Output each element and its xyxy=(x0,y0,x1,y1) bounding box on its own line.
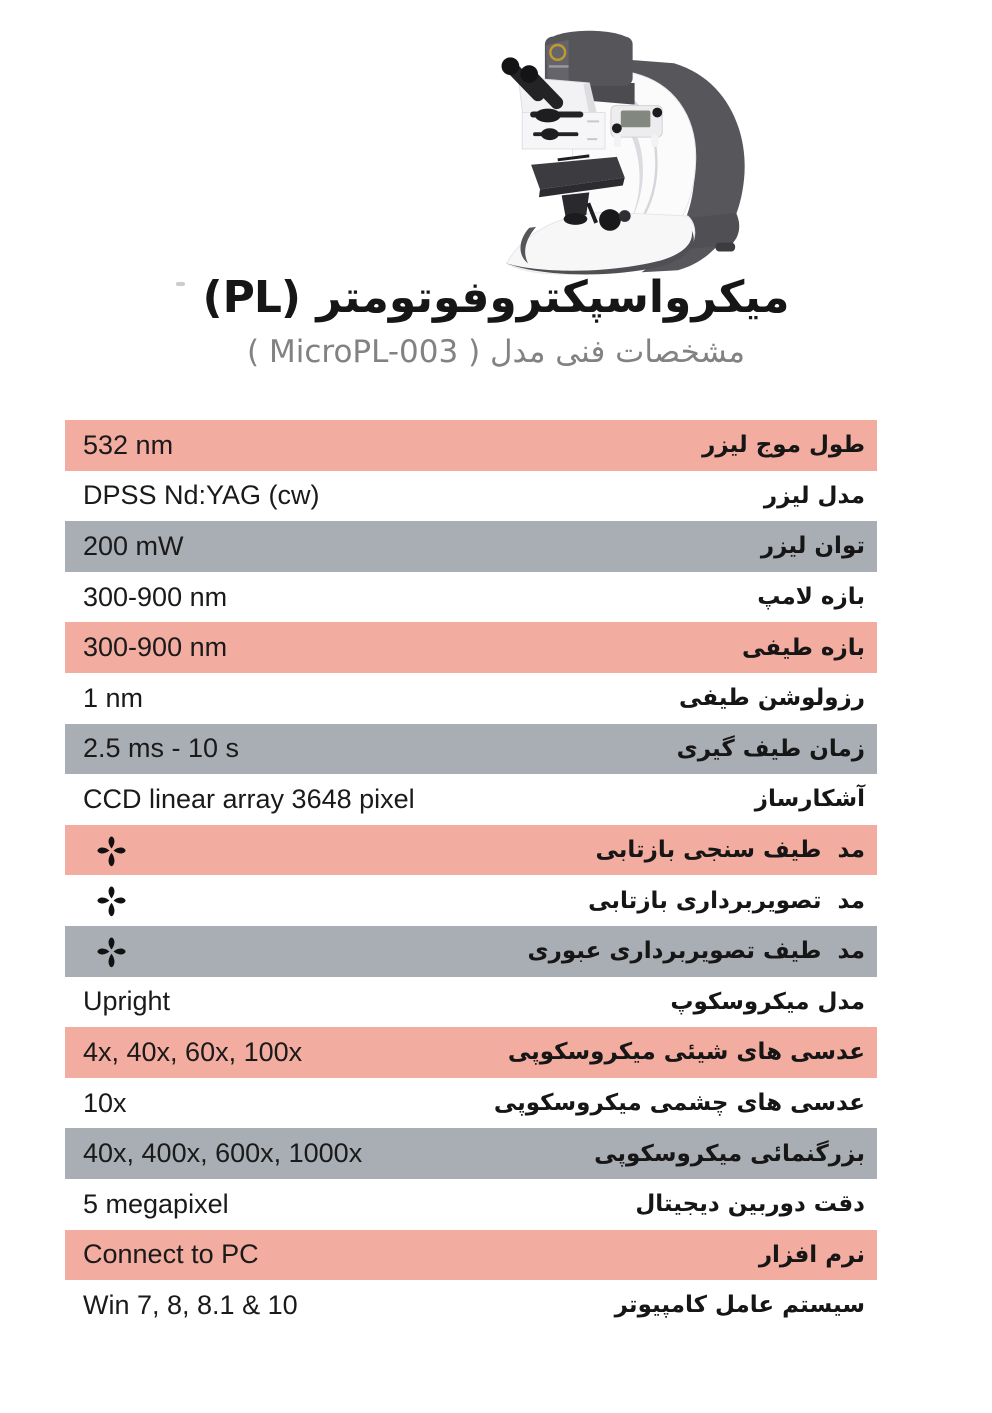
spec-value: 40x, 400x, 600x, 1000x xyxy=(83,1138,363,1169)
page-subtitle: مشخصات فنی مدل ( MicroPL-003 ) xyxy=(247,334,745,370)
spec-value: 300-900 nm xyxy=(83,632,228,663)
spec-label: بزرگنمائی میکروسکوپی xyxy=(594,1140,865,1167)
spec-row-9 xyxy=(65,875,877,926)
spec-value: 300-900 nm xyxy=(83,581,228,612)
microscope-product-image xyxy=(438,10,776,286)
spec-row-15 xyxy=(65,1179,877,1230)
spec-row-13 xyxy=(65,1078,877,1129)
spec-row-2 xyxy=(65,521,877,572)
spec-value xyxy=(65,834,128,867)
spec-row-3 xyxy=(65,572,877,623)
microscope-illustration xyxy=(438,10,776,286)
spec-label: طول موج لیزر xyxy=(702,432,865,459)
spec-value: Upright xyxy=(83,986,171,1017)
spec-label: عدسی های چشمی میکروسکوپی xyxy=(493,1090,865,1117)
four-petal-asterisk-icon xyxy=(95,884,128,917)
spec-label: مد طیف سنجی بازتابی xyxy=(595,837,865,864)
spec-value: 5 megapixel xyxy=(83,1188,229,1219)
spec-value: CCD linear array 3648 pixel xyxy=(83,783,415,814)
spec-value: 4x, 40x, 60x, 100x xyxy=(83,1036,303,1067)
spec-row-17 xyxy=(65,1280,877,1331)
spec-value: Win 7, 8, 8.1 & 10 xyxy=(83,1289,298,1320)
spec-row-10 xyxy=(65,926,877,977)
four-petal-asterisk-icon xyxy=(95,834,128,867)
spec-value: 2.5 ms - 10 s xyxy=(83,733,240,764)
spec-row-6 xyxy=(65,724,877,775)
spec-row-11 xyxy=(65,977,877,1028)
page-title: میکرواسپکتروفوتومتر (PL) xyxy=(202,272,790,323)
spec-label: بازه طیفی xyxy=(742,634,865,661)
spec-label: مد تصویربرداری بازتابی xyxy=(588,887,865,914)
spec-value: 200 mW xyxy=(83,530,184,561)
spec-label: عدسی های شیئی میکروسکوپی xyxy=(507,1039,865,1066)
spec-label: سیستم عامل کامپیوتر xyxy=(614,1292,865,1319)
spec-label: مدل لیزر xyxy=(763,482,865,509)
spec-value: 532 nm xyxy=(83,429,174,460)
spec-label: مدل میکروسکوپ xyxy=(670,988,865,1015)
spec-row-7 xyxy=(65,774,877,825)
spec-row-12 xyxy=(65,1027,877,1078)
spec-value xyxy=(65,935,128,968)
spec-row-1 xyxy=(65,471,877,522)
spec-label: توان لیزر xyxy=(760,533,865,560)
spec-row-8 xyxy=(65,825,877,876)
spec-value: 1 nm xyxy=(83,682,144,713)
spec-table xyxy=(65,420,877,1331)
spec-label: رزولوشن طیفی xyxy=(678,685,865,712)
spec-row-5 xyxy=(65,673,877,724)
four-petal-asterisk-icon xyxy=(95,935,128,968)
spec-label: بازه لامپ xyxy=(757,584,865,611)
spec-label: مد طیف تصویربرداری عبوری xyxy=(527,938,865,965)
spec-value: Connect to PC xyxy=(83,1239,259,1270)
spec-label: زمان طیف گیری xyxy=(676,735,865,762)
spec-value: DPSS Nd:YAG (cw) xyxy=(83,480,320,511)
spec-label: دقت دوربین دیجیتال xyxy=(635,1191,865,1218)
spec-label: آشکارساز xyxy=(754,786,865,813)
spec-label: نرم افزار xyxy=(758,1241,865,1268)
spec-row-16 xyxy=(65,1230,877,1281)
spec-value xyxy=(65,884,128,917)
spec-row-14 xyxy=(65,1128,877,1179)
spec-row-4 xyxy=(65,622,877,673)
spec-row-0 xyxy=(65,420,877,471)
spec-value: 10x xyxy=(83,1087,127,1118)
